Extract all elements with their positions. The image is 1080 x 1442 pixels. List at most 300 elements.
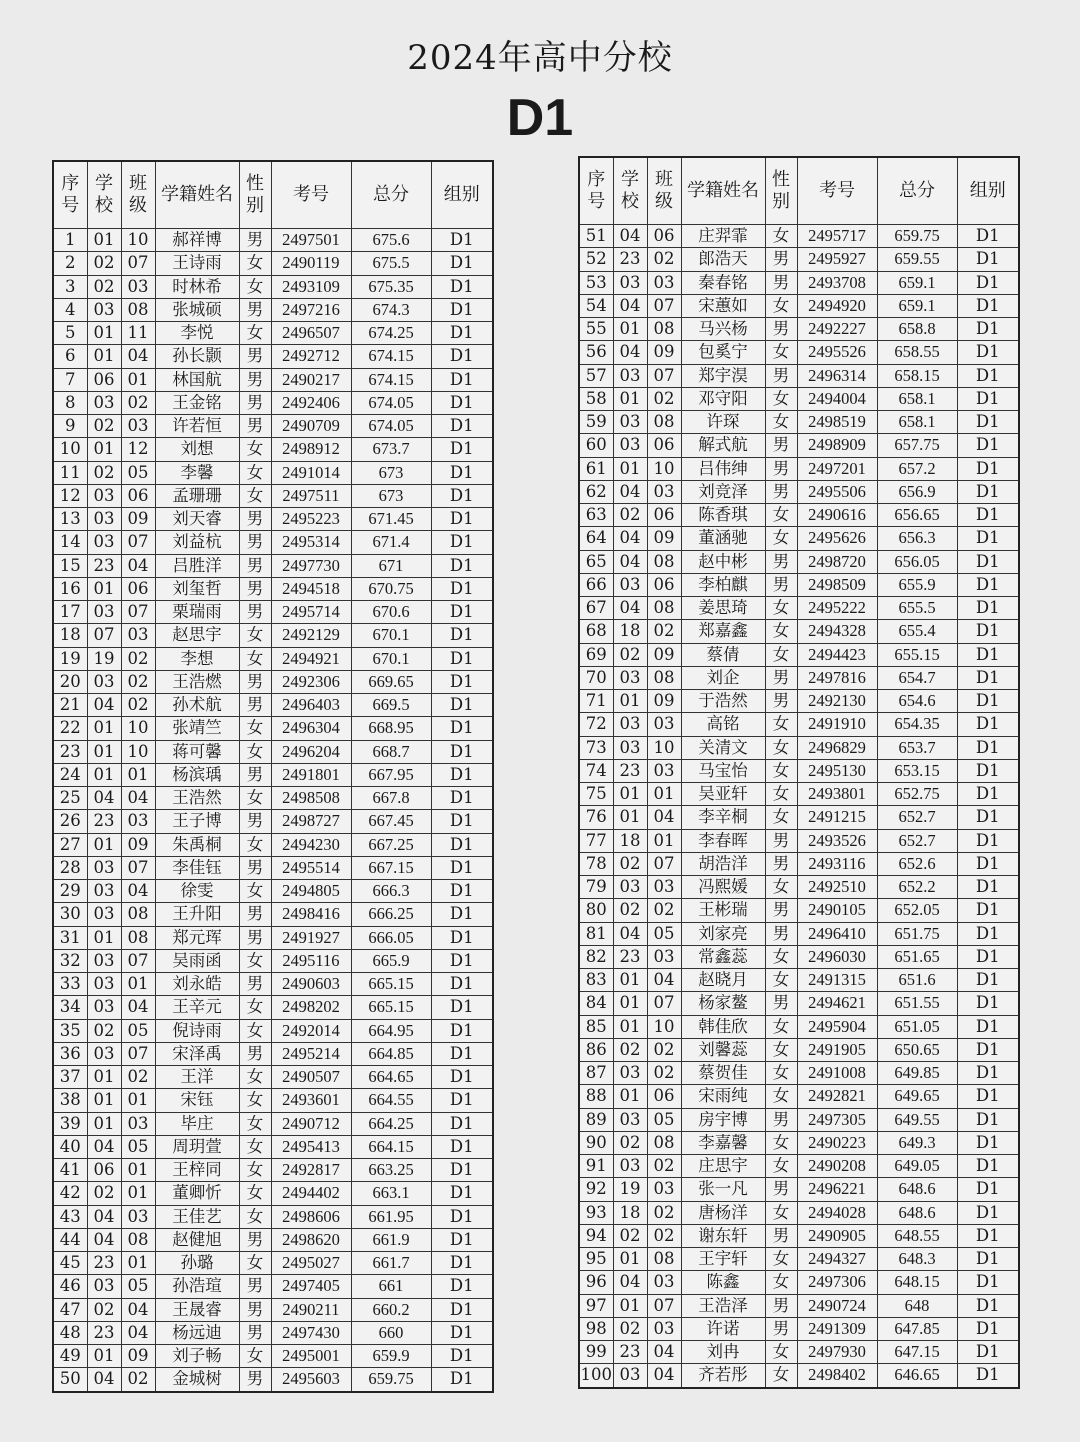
table-row [579, 969, 1019, 992]
cell-school: 02 [613, 643, 647, 666]
cell-school: 01 [87, 763, 121, 786]
cell-class: 06 [121, 484, 155, 507]
cell-group: D1 [431, 229, 493, 252]
cell-index: 82 [579, 945, 613, 968]
cell-school: 01 [87, 577, 121, 600]
cell-school: 01 [87, 1066, 121, 1089]
cell-gender: 女 [239, 717, 271, 740]
cell-name: 董卿忻 [155, 1182, 239, 1205]
cell-class: 11 [121, 322, 155, 345]
cell-school: 02 [87, 415, 121, 438]
cell-total-score: 660 [351, 1321, 431, 1344]
cell-total-score: 670.6 [351, 601, 431, 624]
cell-name: 关清文 [681, 736, 765, 759]
cell-school: 03 [87, 670, 121, 693]
cell-exam-no: 2498720 [797, 550, 877, 573]
cell-name: 栗瑞雨 [155, 601, 239, 624]
table-row [579, 387, 1019, 410]
cell-school: 04 [613, 922, 647, 945]
cell-gender: 女 [239, 461, 271, 484]
cell-class: 02 [647, 248, 681, 271]
table-row [579, 945, 1019, 968]
table-row [53, 508, 493, 531]
cell-school: 01 [613, 1085, 647, 1108]
cell-index: 61 [579, 457, 613, 480]
cell-school: 03 [87, 1042, 121, 1065]
cell-name: 王子博 [155, 810, 239, 833]
cell-group: D1 [957, 387, 1019, 410]
cell-index: 76 [579, 806, 613, 829]
cell-gender: 女 [765, 597, 797, 620]
cell-class: 06 [647, 225, 681, 248]
cell-gender: 女 [765, 1248, 797, 1271]
table-row [53, 275, 493, 298]
cell-exam-no: 2490208 [797, 1155, 877, 1178]
cell-index: 29 [53, 880, 87, 903]
cell-name: 谢东轩 [681, 1224, 765, 1247]
cell-school: 04 [87, 787, 121, 810]
cell-class: 01 [121, 973, 155, 996]
cell-group: D1 [957, 806, 1019, 829]
cell-gender: 男 [765, 318, 797, 341]
cell-index: 15 [53, 554, 87, 577]
table-row [579, 666, 1019, 689]
cell-school: 23 [87, 554, 121, 577]
cell-exam-no: 2496204 [271, 740, 351, 763]
cell-name: 孙术航 [155, 694, 239, 717]
cell-school: 04 [613, 550, 647, 573]
cell-total-score: 674.15 [351, 368, 431, 391]
cell-group: D1 [957, 1038, 1019, 1061]
group-heading: D1 [506, 89, 574, 147]
cell-school: 02 [613, 899, 647, 922]
cell-group: D1 [957, 271, 1019, 294]
header-school: 学校 [87, 161, 121, 229]
table-row [53, 949, 493, 972]
cell-school: 01 [613, 1248, 647, 1271]
cell-index: 32 [53, 949, 87, 972]
cell-index: 51 [579, 225, 613, 248]
cell-gender: 女 [765, 387, 797, 410]
table-row [53, 856, 493, 879]
cell-exam-no: 2491801 [271, 763, 351, 786]
cell-exam-no: 2490616 [797, 504, 877, 527]
cell-exam-no: 2491927 [271, 926, 351, 949]
cell-exam-no: 2493109 [271, 275, 351, 298]
cell-total-score: 652.7 [877, 829, 957, 852]
cell-class: 02 [647, 899, 681, 922]
cell-group: D1 [431, 624, 493, 647]
table-row [579, 922, 1019, 945]
table-row [579, 480, 1019, 503]
cell-exam-no: 2490724 [797, 1294, 877, 1317]
cell-school: 19 [613, 1178, 647, 1201]
cell-class: 03 [647, 1317, 681, 1340]
cell-total-score: 663.25 [351, 1159, 431, 1182]
table-row [579, 294, 1019, 317]
table-row [53, 647, 493, 670]
cell-exam-no: 2495717 [797, 225, 877, 248]
cell-school: 04 [613, 1271, 647, 1294]
table-row [53, 903, 493, 926]
cell-gender: 女 [239, 996, 271, 1019]
cell-class: 04 [121, 345, 155, 368]
cell-class: 01 [121, 1252, 155, 1275]
cell-total-score: 646.65 [877, 1364, 957, 1388]
cell-group: D1 [431, 1321, 493, 1344]
cell-school: 03 [87, 856, 121, 879]
table-row [53, 1112, 493, 1135]
table-row [53, 1135, 493, 1158]
table-row [53, 1275, 493, 1298]
cell-school: 03 [87, 298, 121, 321]
cell-index: 19 [53, 647, 87, 670]
cell-name: 冯熙媛 [681, 876, 765, 899]
cell-total-score: 669.5 [351, 694, 431, 717]
cell-group: D1 [431, 298, 493, 321]
cell-name: 刘企 [681, 666, 765, 689]
cell-name: 吕伟绅 [681, 457, 765, 480]
cell-school: 03 [87, 391, 121, 414]
cell-gender: 女 [765, 1341, 797, 1364]
table-row [53, 1066, 493, 1089]
cell-index: 96 [579, 1271, 613, 1294]
cell-index: 34 [53, 996, 87, 1019]
cell-name: 唐杨洋 [681, 1201, 765, 1224]
cell-name: 许诺 [681, 1317, 765, 1340]
cell-gender: 男 [239, 531, 271, 554]
cell-index: 69 [579, 643, 613, 666]
cell-gender: 女 [765, 759, 797, 782]
cell-index: 74 [579, 759, 613, 782]
cell-name: 时林希 [155, 275, 239, 298]
header-gender: 性别 [765, 157, 797, 225]
cell-total-score: 670.75 [351, 577, 431, 600]
cell-name: 邓守阳 [681, 387, 765, 410]
cell-class: 07 [647, 364, 681, 387]
cell-name: 林国航 [155, 368, 239, 391]
table-row [579, 504, 1019, 527]
cell-school: 02 [87, 275, 121, 298]
cell-gender: 男 [239, 1368, 271, 1392]
cell-name: 王佳艺 [155, 1205, 239, 1228]
cell-gender: 男 [765, 1224, 797, 1247]
cell-group: D1 [431, 833, 493, 856]
cell-class: 07 [121, 252, 155, 275]
cell-class: 03 [647, 713, 681, 736]
cell-index: 25 [53, 787, 87, 810]
cell-gender: 女 [765, 945, 797, 968]
cell-class: 05 [121, 1275, 155, 1298]
cell-group: D1 [957, 1131, 1019, 1154]
cell-class: 03 [647, 945, 681, 968]
table-row [53, 787, 493, 810]
cell-class: 10 [647, 736, 681, 759]
cell-name: 吴亚轩 [681, 783, 765, 806]
cell-gender: 女 [239, 1089, 271, 1112]
cell-school: 23 [613, 945, 647, 968]
cell-group: D1 [957, 480, 1019, 503]
table-row [579, 713, 1019, 736]
cell-gender: 男 [239, 903, 271, 926]
cell-class: 08 [121, 1228, 155, 1251]
header-gender: 性别 [239, 161, 271, 229]
cell-class: 10 [121, 740, 155, 763]
header-school: 学校 [613, 157, 647, 225]
cell-index: 97 [579, 1294, 613, 1317]
cell-total-score: 651.05 [877, 1015, 957, 1038]
table-row [579, 457, 1019, 480]
cell-school: 03 [613, 434, 647, 457]
cell-total-score: 661 [351, 1275, 431, 1298]
cell-exam-no: 2498606 [271, 1205, 351, 1228]
table-row [53, 1298, 493, 1321]
cell-exam-no: 2494423 [797, 643, 877, 666]
cell-exam-no: 2498402 [797, 1364, 877, 1388]
cell-total-score: 669.65 [351, 670, 431, 693]
cell-exam-no: 2491309 [797, 1317, 877, 1340]
cell-class: 05 [647, 922, 681, 945]
cell-name: 李想 [155, 647, 239, 670]
cell-school: 03 [87, 903, 121, 926]
cell-group: D1 [957, 783, 1019, 806]
cell-index: 3 [53, 275, 87, 298]
cell-group: D1 [431, 345, 493, 368]
cell-index: 35 [53, 1019, 87, 1042]
cell-index: 87 [579, 1062, 613, 1085]
cell-exam-no: 2494328 [797, 620, 877, 643]
cell-name: 庄思宇 [681, 1155, 765, 1178]
cell-gender: 男 [765, 1294, 797, 1317]
cell-group: D1 [431, 717, 493, 740]
cell-name: 于浩然 [681, 690, 765, 713]
cell-group: D1 [431, 554, 493, 577]
cell-gender: 男 [239, 345, 271, 368]
cell-class: 09 [121, 833, 155, 856]
cell-total-score: 664.55 [351, 1089, 431, 1112]
cell-exam-no: 2492821 [797, 1085, 877, 1108]
cell-group: D1 [957, 1341, 1019, 1364]
cell-exam-no: 2497405 [271, 1275, 351, 1298]
cell-group: D1 [957, 457, 1019, 480]
cell-school: 03 [87, 880, 121, 903]
table-row [53, 926, 493, 949]
cell-total-score: 671.45 [351, 508, 431, 531]
cell-index: 49 [53, 1345, 87, 1368]
cell-exam-no: 2495506 [797, 480, 877, 503]
cell-name: 王浩燃 [155, 670, 239, 693]
table-row [579, 806, 1019, 829]
cell-name: 吕胜洋 [155, 554, 239, 577]
cell-exam-no: 2495223 [271, 508, 351, 531]
cell-school: 01 [87, 322, 121, 345]
cell-total-score: 649.85 [877, 1062, 957, 1085]
cell-class: 04 [121, 554, 155, 577]
cell-name: 蒋可馨 [155, 740, 239, 763]
cell-gender: 女 [765, 1155, 797, 1178]
cell-name: 王浩然 [155, 787, 239, 810]
table-row [579, 597, 1019, 620]
cell-total-score: 660.2 [351, 1298, 431, 1321]
cell-group: D1 [431, 275, 493, 298]
cell-group: D1 [957, 690, 1019, 713]
table-row [579, 341, 1019, 364]
table-row [579, 1341, 1019, 1364]
cell-school: 02 [613, 1317, 647, 1340]
cell-exam-no: 2498508 [271, 787, 351, 810]
cell-index: 16 [53, 577, 87, 600]
cell-name: 孙璐 [155, 1252, 239, 1275]
cell-gender: 男 [765, 666, 797, 689]
cell-name: 刘家亮 [681, 922, 765, 945]
cell-school: 01 [87, 833, 121, 856]
cell-group: D1 [431, 903, 493, 926]
cell-name: 刘永皓 [155, 973, 239, 996]
cell-class: 08 [121, 926, 155, 949]
cell-group: D1 [431, 1042, 493, 1065]
cell-gender: 男 [765, 573, 797, 596]
cell-exam-no: 2496030 [797, 945, 877, 968]
cell-exam-no: 2492510 [797, 876, 877, 899]
cell-total-score: 656.65 [877, 504, 957, 527]
cell-group: D1 [431, 694, 493, 717]
cell-gender: 女 [765, 1201, 797, 1224]
roster-table-left [52, 160, 494, 1393]
cell-class: 03 [647, 480, 681, 503]
cell-school: 18 [613, 1201, 647, 1224]
cell-school: 03 [613, 271, 647, 294]
cell-exam-no: 2498620 [271, 1228, 351, 1251]
cell-index: 24 [53, 763, 87, 786]
cell-index: 13 [53, 508, 87, 531]
cell-name: 韩佳欣 [681, 1015, 765, 1038]
cell-group: D1 [431, 1135, 493, 1158]
cell-school: 01 [87, 229, 121, 252]
cell-name: 胡浩洋 [681, 852, 765, 875]
cell-index: 83 [579, 969, 613, 992]
cell-index: 6 [53, 345, 87, 368]
cell-school: 04 [87, 1368, 121, 1392]
table-row [579, 620, 1019, 643]
cell-exam-no: 2490905 [797, 1224, 877, 1247]
cell-index: 77 [579, 829, 613, 852]
cell-school: 03 [87, 508, 121, 531]
cell-total-score: 649.3 [877, 1131, 957, 1154]
cell-index: 55 [579, 318, 613, 341]
table-row [53, 973, 493, 996]
cell-index: 93 [579, 1201, 613, 1224]
cell-exam-no: 2497430 [271, 1321, 351, 1344]
cell-index: 11 [53, 461, 87, 484]
cell-school: 18 [613, 620, 647, 643]
cell-name: 张一凡 [681, 1178, 765, 1201]
cell-school: 01 [87, 1112, 121, 1135]
cell-total-score: 649.55 [877, 1108, 957, 1131]
cell-exam-no: 2494327 [797, 1248, 877, 1271]
cell-name: 毕庄 [155, 1112, 239, 1135]
cell-gender: 女 [765, 411, 797, 434]
cell-gender: 男 [239, 601, 271, 624]
cell-total-score: 671 [351, 554, 431, 577]
cell-exam-no: 2491910 [797, 713, 877, 736]
cell-total-score: 674.05 [351, 391, 431, 414]
cell-exam-no: 2496221 [797, 1178, 877, 1201]
cell-class: 01 [121, 1159, 155, 1182]
table-row [53, 1205, 493, 1228]
table-row [53, 1042, 493, 1065]
cell-class: 07 [121, 856, 155, 879]
cell-total-score: 674.15 [351, 345, 431, 368]
table-row [53, 484, 493, 507]
table-row [579, 736, 1019, 759]
cell-index: 2 [53, 252, 87, 275]
cell-class: 07 [121, 601, 155, 624]
cell-exam-no: 2494805 [271, 880, 351, 903]
cell-gender: 男 [765, 1317, 797, 1340]
cell-index: 41 [53, 1159, 87, 1182]
cell-class: 07 [121, 1042, 155, 1065]
cell-school: 06 [87, 1159, 121, 1182]
table-row [579, 852, 1019, 875]
cell-name: 杨远迪 [155, 1321, 239, 1344]
table-row [53, 1019, 493, 1042]
cell-gender: 女 [765, 1085, 797, 1108]
cell-group: D1 [957, 411, 1019, 434]
cell-gender: 男 [765, 852, 797, 875]
cell-name: 王辛元 [155, 996, 239, 1019]
cell-total-score: 648.3 [877, 1248, 957, 1271]
cell-total-score: 652.75 [877, 783, 957, 806]
cell-exam-no: 2498509 [797, 573, 877, 596]
cell-index: 99 [579, 1341, 613, 1364]
cell-school: 01 [87, 717, 121, 740]
table-row [579, 1085, 1019, 1108]
cell-total-score: 658.8 [877, 318, 957, 341]
cell-group: D1 [431, 601, 493, 624]
cell-name: 朱禹桐 [155, 833, 239, 856]
cell-index: 36 [53, 1042, 87, 1065]
cell-name: 金城树 [155, 1368, 239, 1392]
cell-total-score: 648.55 [877, 1224, 957, 1247]
cell-gender: 女 [239, 438, 271, 461]
cell-total-score: 647.85 [877, 1317, 957, 1340]
cell-gender: 男 [765, 1108, 797, 1131]
page-title: 2024年高中分校 [407, 38, 673, 78]
cell-school: 03 [87, 601, 121, 624]
cell-exam-no: 2495314 [271, 531, 351, 554]
cell-gender: 女 [239, 484, 271, 507]
cell-gender: 男 [239, 856, 271, 879]
cell-group: D1 [957, 573, 1019, 596]
cell-group: D1 [431, 484, 493, 507]
cell-name: 姜思琦 [681, 597, 765, 620]
header-class: 班级 [121, 161, 155, 229]
cell-exam-no: 2494004 [797, 387, 877, 410]
cell-school: 03 [87, 1275, 121, 1298]
cell-class: 10 [121, 717, 155, 740]
cell-exam-no: 2495116 [271, 949, 351, 972]
cell-gender: 女 [765, 1062, 797, 1085]
cell-class: 02 [121, 1368, 155, 1392]
header-exam-no: 考号 [797, 157, 877, 225]
cell-index: 53 [579, 271, 613, 294]
table-row [579, 1155, 1019, 1178]
cell-school: 02 [613, 1224, 647, 1247]
cell-name: 张靖竺 [155, 717, 239, 740]
cell-group: D1 [431, 949, 493, 972]
cell-exam-no: 2498727 [271, 810, 351, 833]
cell-exam-no: 2495001 [271, 1345, 351, 1368]
